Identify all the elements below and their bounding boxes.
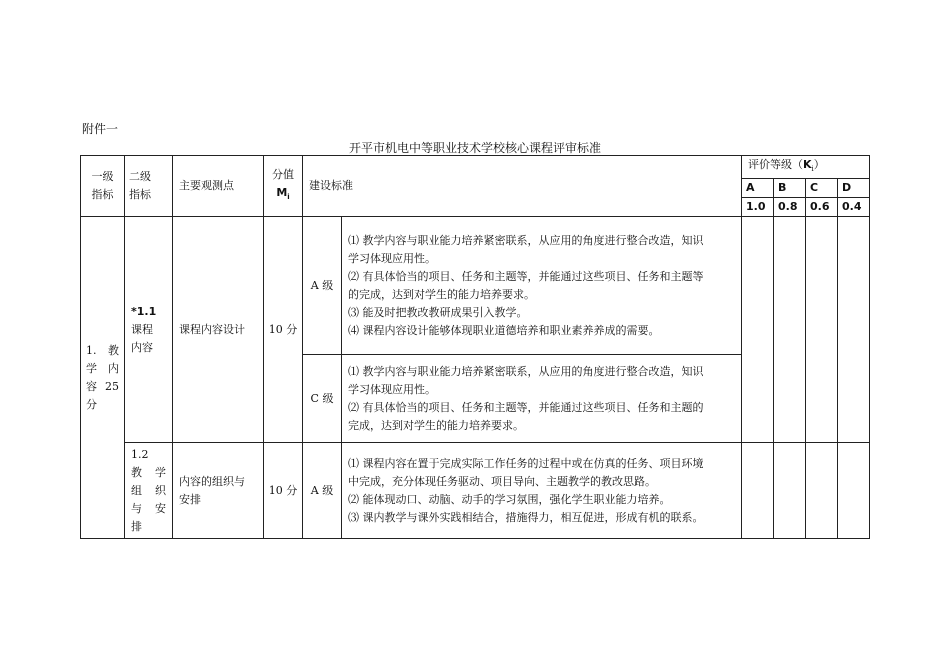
level1-teaching-content: 1. 教 学 内 容 25 分 <box>81 217 125 539</box>
coef-d: 0.4 <box>838 198 870 217</box>
grade-b: B <box>774 179 806 198</box>
level2-course-content: *1.1 课程 内容 <box>125 217 173 443</box>
header-score: 分值 $M_i$ <box>264 156 303 217</box>
eval-c-1-2 <box>806 443 838 539</box>
eval-c-1-1 <box>806 217 838 443</box>
header-level1: 一级 指标 <box>81 156 125 217</box>
header-level2: 二级 指标 <box>125 156 173 217</box>
header-standard: 建设标准 <box>303 156 742 217</box>
score-1-1: 10 分 <box>264 217 303 443</box>
eval-a-1-1 <box>742 217 774 443</box>
annex-label: 附件一 <box>82 122 119 136</box>
grade-label-a-1-2: A 级 <box>303 443 342 539</box>
observe-course-design: 课程内容设计 <box>173 217 264 443</box>
observe-content-organization: 内容的组织与 安排 <box>173 443 264 539</box>
coef-c: 0.6 <box>806 198 838 217</box>
grade-label-a: A 级 <box>303 217 342 355</box>
grade-label-c: C 级 <box>303 355 342 443</box>
criteria-1-1-a: ⑴ 教学内容与职业能力培养紧密联系，从应用的角度进行整合改造，知识 学习体现应用性。 ⑵ 有具体恰当的项目、任务和主题等，并能通过这些项目、任务和主题等 的完成，达到对学生的能力培养要求。 ⑶ 能及时把教改教研成果引入教学。 ⑷ 课程内容设计能够体现职业道德培养和职业素养养成的需要。 <box>342 217 742 355</box>
level2-teaching-organization: 1.2 教 学 组 织 与 安 排 <box>125 443 173 539</box>
eval-d-1-2 <box>838 443 870 539</box>
grade-a: A <box>742 179 774 198</box>
standards-table <box>80 155 870 539</box>
grade-c: C <box>806 179 838 198</box>
eval-d-1-1 <box>838 217 870 443</box>
grade-d: D <box>838 179 870 198</box>
header-observe: 主要观测点 <box>173 156 264 217</box>
document-title: 开平市机电中等职业技术学校核心课程评审标准 <box>348 141 601 155</box>
eval-a-1-2 <box>742 443 774 539</box>
eval-b-1-2 <box>774 443 806 539</box>
criteria-1-2-a: ⑴ 课程内容在置于完成实际工作任务的过程中或在仿真的任务、项目环境 中完成，充分体现任务驱动、项目导向、主题教学的教改思路。 ⑵ 能体现动口、动脑、动手的学习氛围，强化学生职业能力培养。 ⑶ 课内教学与课外实践相结合，措施得力，相互促进，形成有机的联系。 <box>342 443 742 539</box>
coef-b: 0.8 <box>774 198 806 217</box>
eval-b-1-1 <box>774 217 806 443</box>
criteria-1-1-c: ⑴ 教学内容与职业能力培养紧密联系，从应用的角度进行整合改造，知识 学习体现应用性。 ⑵ 有具体恰当的项目、任务和主题等，并能通过这些项目、任务和主题的 完成，达到对学生的能力培养要求。 <box>342 355 742 443</box>
coef-a: 1.0 <box>742 198 774 217</box>
score-1-2: 10 分 <box>264 443 303 539</box>
header-eval: 评价等级$(K_i)$ <box>742 156 870 179</box>
